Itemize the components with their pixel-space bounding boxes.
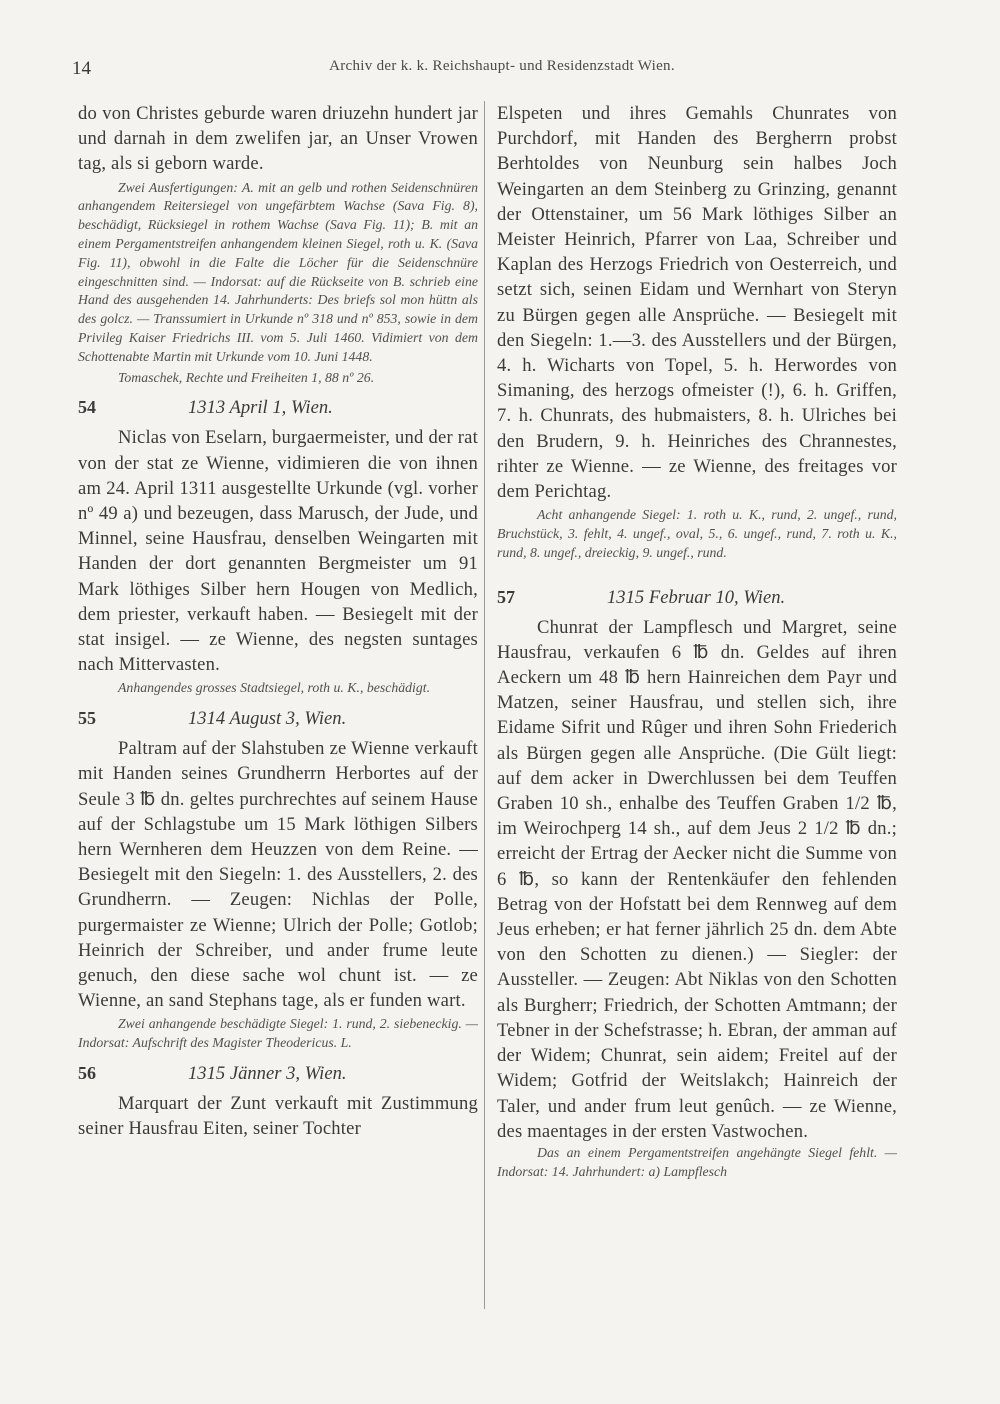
entry-54-date: 1313 April 1, Wien. xyxy=(188,397,333,419)
entry-55-heading xyxy=(78,708,478,734)
entry-54-heading xyxy=(78,397,478,423)
entry-55-number: 55 xyxy=(78,708,96,729)
entry-56-text: Marquart der Zunt verkauft mit Zustimmung seiner Hausfrau Eiten, seiner Tochter xyxy=(78,1093,478,1140)
page-number: 14 xyxy=(72,58,91,79)
literature-note: Tomaschek, Rechte und Freiheiten 1, 88 nº 26. xyxy=(118,369,375,385)
running-title: Archiv der k. k. Reichshaupt- und Residenzstadt Wien. xyxy=(329,58,675,74)
entry-57-note: Das an einem Pergamentstreifen angehängte Siegel fehlt. — Indorsat: 14. Jahrhundert: a) Lampflesch xyxy=(497,1144,897,1179)
entry-55-note: Zwei anhangende beschädigte Siegel: 1. rund, 2. siebeneckig. — Indorsat: Aufschrift des Magister Theodericus. L. xyxy=(78,1016,478,1051)
continued-note: Zwei Ausfertigungen: A. mit an gelb und rothen Seidenschnüren anhangendem Reitersiegel von ungefärbtem Wachse (Sava Fig. 8), beschädigt, Rücksiegel in rothem Wachse (Sava Fig. 11); B. mit an einem Pergamentstreifen anhangendem kleinen Siegel, roth u. K. (Sava Fig. 11), obwohl in die Falte die Löcher für die Seidenschnüre eingeschnitten sind. — Indorsat: auf die Rückseite von B. schrieb eine Hand des ausgehenden 14. Jahrhunderts: Des briefs sol mon hüttn als des golcz. — Transsumiert in Urkunde nº 318 und nº 853, sowie in dem Privileg Kaiser Friedrichs III. vom 5. Juli 1460. Vidimiert von dem Schottenabte Martin mit Urkunde vom 10. Juni 1448. xyxy=(78,179,478,364)
entry-57-text: Chunrat der Lampflesch und Margret, seine Hausfrau, verkaufen 6 ℔ dn. Geldes auf ihren Aeckern um 48 ℔ hern Hainreichen dem Payr und Matzen, seiner Hausfrau, und stellen sich, ihre Eidame Sifrit und Rûger und ihren Sohn Friederich als Bürgen gegen alle Ansprüche. (Die Gült liegt: auf dem acker in Dwerchlussen bei dem Teuffen Graben 10 sh., enhalbe des Teuffen Graben 1/2 ℔, im Weirochperg 14 sh., auf dem Jeus 2 1/2 ℔ dn.; erreicht der Ertrag der Aecker nicht die Summe von 6 ℔, so kann der Rentenkäufer den fehlenden Betrag von der Hofstatt bei dem Rennweg auf dem Jeus erheben; er hat ferner jährlich 25 dn. dem Abte von den Schotten zu dienen.) — Siegler: der Aussteller. — Zeugen: Abt Niklas von den Schotten als Burgherr; Friedrich, der Schotten Amtmann; der Tebner in der Schefstrasse; h. Ebran, der amman auf der Widem; Chunrat, sein aidem; Freitel auf der Widem; Gotfrid der Weitslakch; Hainreich der Taler, und ander frum leut genûch. — ze Wienne, des maentages in der ersten Vastwochen. xyxy=(497,616,897,1142)
column-divider xyxy=(484,101,485,1309)
entry-54-number: 54 xyxy=(78,397,96,418)
entry-54-text: Niclas von Eselarn, burgaermeister, und der rat von der stat ze Wienne, vidimieren die von ihnen am 24. April 1311 ausgestellte Urkunde (vgl. vorher nº 49 a) und bezeugen, dass Marusch, der Jude, und Minnel, seine Hausfrau, denselben Weingarten mit Handen der dort genannten Bergmeister um 91 Mark löthiges Silber hern Hougen von Medlich, dem priester, verkauft haben. — Besiegelt mit der stat insigel. — ze Wienne, des negsten suntages nach Mittervasten. xyxy=(78,427,478,676)
page-header xyxy=(72,58,932,88)
entry-57-date: 1315 Februar 10, Wien. xyxy=(607,586,786,608)
continued-text: do von Christes geburde waren driuzehn hundert jar und darnah in dem zwelifen jar, an Unser Vrowen tag, als si geborn warde. xyxy=(78,103,478,175)
entry-57-heading xyxy=(497,587,897,613)
entry-56-continued-text: Elspeten und ihres Gemahls Chunrates von Purchdorf, mit Handen des Bergherrn probst Berhtoldes von Neunburg sein halbes Joch Weingarten an dem Steinberg zu Grinzing, genannt der Ottenstainer, um 56 Mark löthiges Silber an Meister Heinrich, Pfarrer von Laa, Schreiber und Kaplan des Herzogs Friedrich von Oesterreich, und setzt sich, seinen Eidam und Wernhart von Steryn zu Bürgen gegen alle Ansprüche. — Besiegelt mit den Siegeln: 1.—3. des Ausstellers und der Bürgen, 4. h. Wicharts von Topel, 5. h. Herwordes von Simaning, des herzogs ofmeister (!), 6. h. Griffen, 7. h. Chunrats, des hubmaisters, 8. h. Ulriches bei den Brudern, 9. h. Heinriches des Chrannestes, rihter ze Wienne. — ze Wienne, des freitages vor dem Perichtag. xyxy=(497,103,897,503)
entry-55-text: Paltram auf der Slahstuben ze Wienne verkauft mit Handen seines Grundherrn Herbortes auf der Seule 3 ℔ dn. geltes purchrechtes auf seinem Hause auf der Schlagstube um 15 Mark löthigen Silbers hern Wernheren dem Heuzzen von dem Reine. — Besiegelt mit den Siegeln: 1. des Ausstellers, 2. des Grundherrn. — Zeugen: Nichlas der Polle, purgermaister ze Wienne; Ulrich der Polle; Gotlob; Heinrich der Schreiber, und ander frume leute genuch, den diese sache wol chunt ist. — ze Wienne, an sand Stephans tage, als er funden wart. xyxy=(78,738,478,1012)
entry-56-date: 1315 Jänner 3, Wien. xyxy=(188,1063,347,1085)
entry-56-heading xyxy=(78,1063,478,1089)
entry-57-number: 57 xyxy=(497,586,515,607)
left-column xyxy=(78,101,478,1141)
entry-56-note: Acht anhangende Siegel: 1. roth u. K., rund, 2. ungef., rund, Bruchstück, 3. fehlt, 4. ungef., oval, 5., 6. ungef., rund, 7. roth u. K., rund, 8. ungef., dreieckig, 9. ungef., rund. xyxy=(497,507,897,560)
entry-54-note: Anhangendes grosses Stadtsiegel, roth u. K., beschädigt. xyxy=(118,680,431,696)
right-column xyxy=(497,101,897,1182)
entry-55-date: 1314 August 3, Wien. xyxy=(188,708,347,730)
entry-56-number: 56 xyxy=(78,1063,96,1084)
